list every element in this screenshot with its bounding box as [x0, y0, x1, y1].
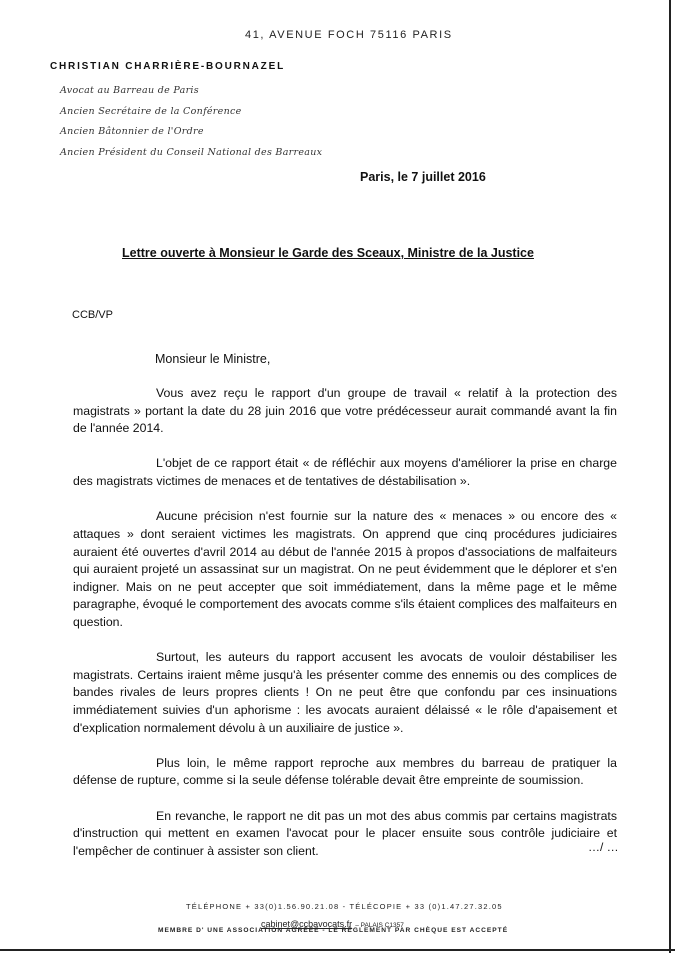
letterhead-name: CHRISTIAN CHARRIÈRE-BOURNAZEL [50, 61, 285, 72]
page-edge-bottom [0, 949, 675, 951]
body-paragraph: Surtout, les auteurs du rapport accusent les avocats de vouloir déstabiliser les magistrats. Certains iraient même jusqu'à les présenter comme des ennemis ou des complices de bandes rivales de leurs propres clients ! On ne peut être que confondu par ces insinuations immédiatement suivies d'un aphorisme : les avocats auraient délaissé « le rôle d'apaisement et d'explication normalement dévolu à un auxiliaire de justice ». [73, 650, 617, 735]
letterhead-title: Ancien Secrétaire de la Conférence [60, 105, 242, 117]
letterhead-title: Ancien Bâtonnier de l'Ordre [60, 126, 204, 137]
letter-subject: Lettre ouverte à Monsieur le Garde des Sceaux, Ministre de la Justice [122, 246, 534, 260]
letter-salutation: Monsieur le Ministre, [155, 352, 271, 366]
letterhead-title: Avocat au Barreau de Paris [60, 85, 199, 96]
body-paragraph: L'objet de ce rapport était « de réfléchir aux moyens d'améliorer la prise en charge des magistrats victimes de menaces et de tentatives de déstabilisation ». [73, 456, 617, 489]
footer-phone: TÉLÉPHONE + 33(0)1.56.90.21.08 - TÉLÉCOPIE + 33 (0)1.47.27.32.05 [186, 902, 503, 911]
footer-palais: – PALAIS C1357 [355, 922, 404, 929]
letter-date: Paris, le 7 juillet 2016 [360, 170, 486, 184]
body-paragraph: Vous avez reçu le rapport d'un groupe de travail « relatif à la protection des magistrats » portant la date du 28 juin 2016 que votre prédécesseur aurait commandé avant la fin de l'année 2014. [73, 386, 617, 436]
letter-body [73, 385, 617, 861]
body-paragraph: Plus loin, le même rapport reproche aux membres du barreau de pratiquer la défense de rupture, comme si la seule défense tolérable devait être empreinte de soumission. [73, 755, 617, 788]
letterhead-address: 41, AVENUE FOCH 75116 PARIS [245, 29, 453, 41]
continuation-mark: …/ … [588, 840, 619, 854]
body-paragraph: Aucune précision n'est fournie sur la nature des « menaces » ou encore des « attaques » dont seraient victimes les magistrats. On apprend que cinq procédures judiciaires auraient été ouvertes d'avril 2014 au début de l'année 2015 à propos d'associations de malfaiteurs qui auraient projeté un assassinat sur un magistrat. On ne peut évidemment que le déplorer et s'en indigner. Mais on ne peut accepter que soit immédiatement, dans la même page et le même paragraphe, évoqué le comportement des avocats comme s'ils étaient complices des malfaiteurs en question. [73, 509, 617, 629]
page-edge-right [669, 0, 671, 953]
footer-email[interactable]: cabinet@ccbavocats.fr [261, 919, 353, 929]
body-paragraph: En revanche, le rapport ne dit pas un mot des abus commis par certains magistrats d'instruction qui mettent en examen l'avocat pour le placer ensuite sous contrôle judiciaire et l'empêcher de continuer à assister son client. [73, 808, 617, 858]
letter-reference: CCB/VP [72, 309, 113, 321]
letterhead-title: Ancien Président du Conseil National des Barreaux [60, 146, 323, 158]
footer-membership: MEMBRE D' UNE ASSOCIATION AGRÉÉE - LE RÈGLEMENT PAR CHÈQUE EST ACCEPTÉ [158, 927, 509, 934]
letterhead-titles [60, 81, 322, 163]
